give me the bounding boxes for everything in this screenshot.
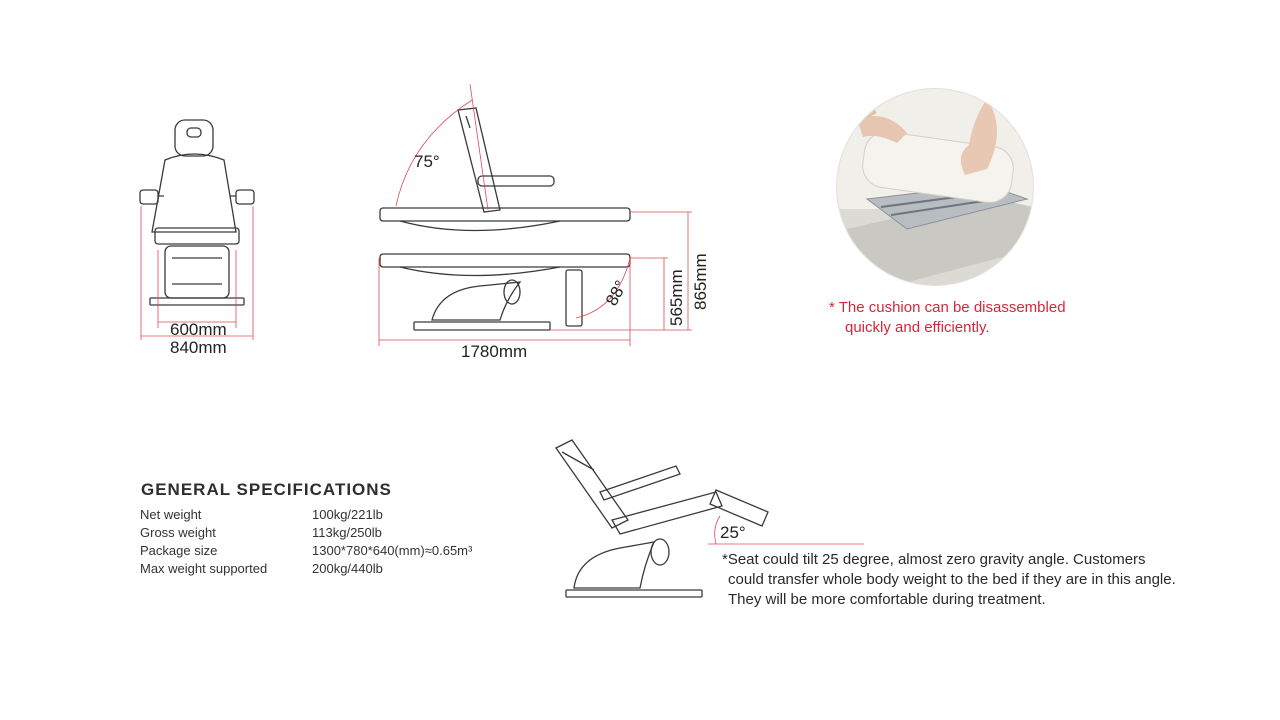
cushion-note-line1: * The cushion can be disassembled [829, 299, 1066, 316]
tilt-angle-label: 25° [720, 523, 746, 542]
seat-height-label: 565mm [667, 269, 686, 326]
tilt-note-line1: *Seat could tilt 25 degree, almost zero gravity angle. Customers [722, 551, 1146, 568]
spec-label: Package size [140, 543, 218, 558]
spec-value: 1300*780*640(mm)≈0.65m³ [312, 543, 473, 558]
spec-label: Gross weight [140, 525, 216, 540]
spec-label: Max weight supported [140, 561, 268, 576]
spec-label: Net weight [140, 507, 202, 522]
tilt-note-line2: could transfer whole body weight to the bed if they are in this angle. [728, 571, 1176, 588]
length-label: 1780mm [461, 342, 528, 361]
total-height-label: 865mm [691, 253, 710, 310]
tilt-note-line3: They will be more comfortable during treatment. [728, 591, 1046, 608]
spec-value: 200kg/440lb [312, 561, 383, 576]
spec-value: 113kg/250lb [312, 525, 382, 540]
leg-angle-label: 88° [602, 277, 631, 309]
spec-value: 100kg/221lb [312, 507, 383, 522]
specs-title: GENERAL SPECIFICATIONS [141, 480, 392, 499]
front-width-inner-label: 600mm [170, 320, 227, 339]
back-angle-label: 75° [414, 152, 440, 171]
front-width-outer-label: 840mm [170, 338, 227, 357]
cushion-note-line2: quickly and efficiently. [845, 319, 990, 336]
